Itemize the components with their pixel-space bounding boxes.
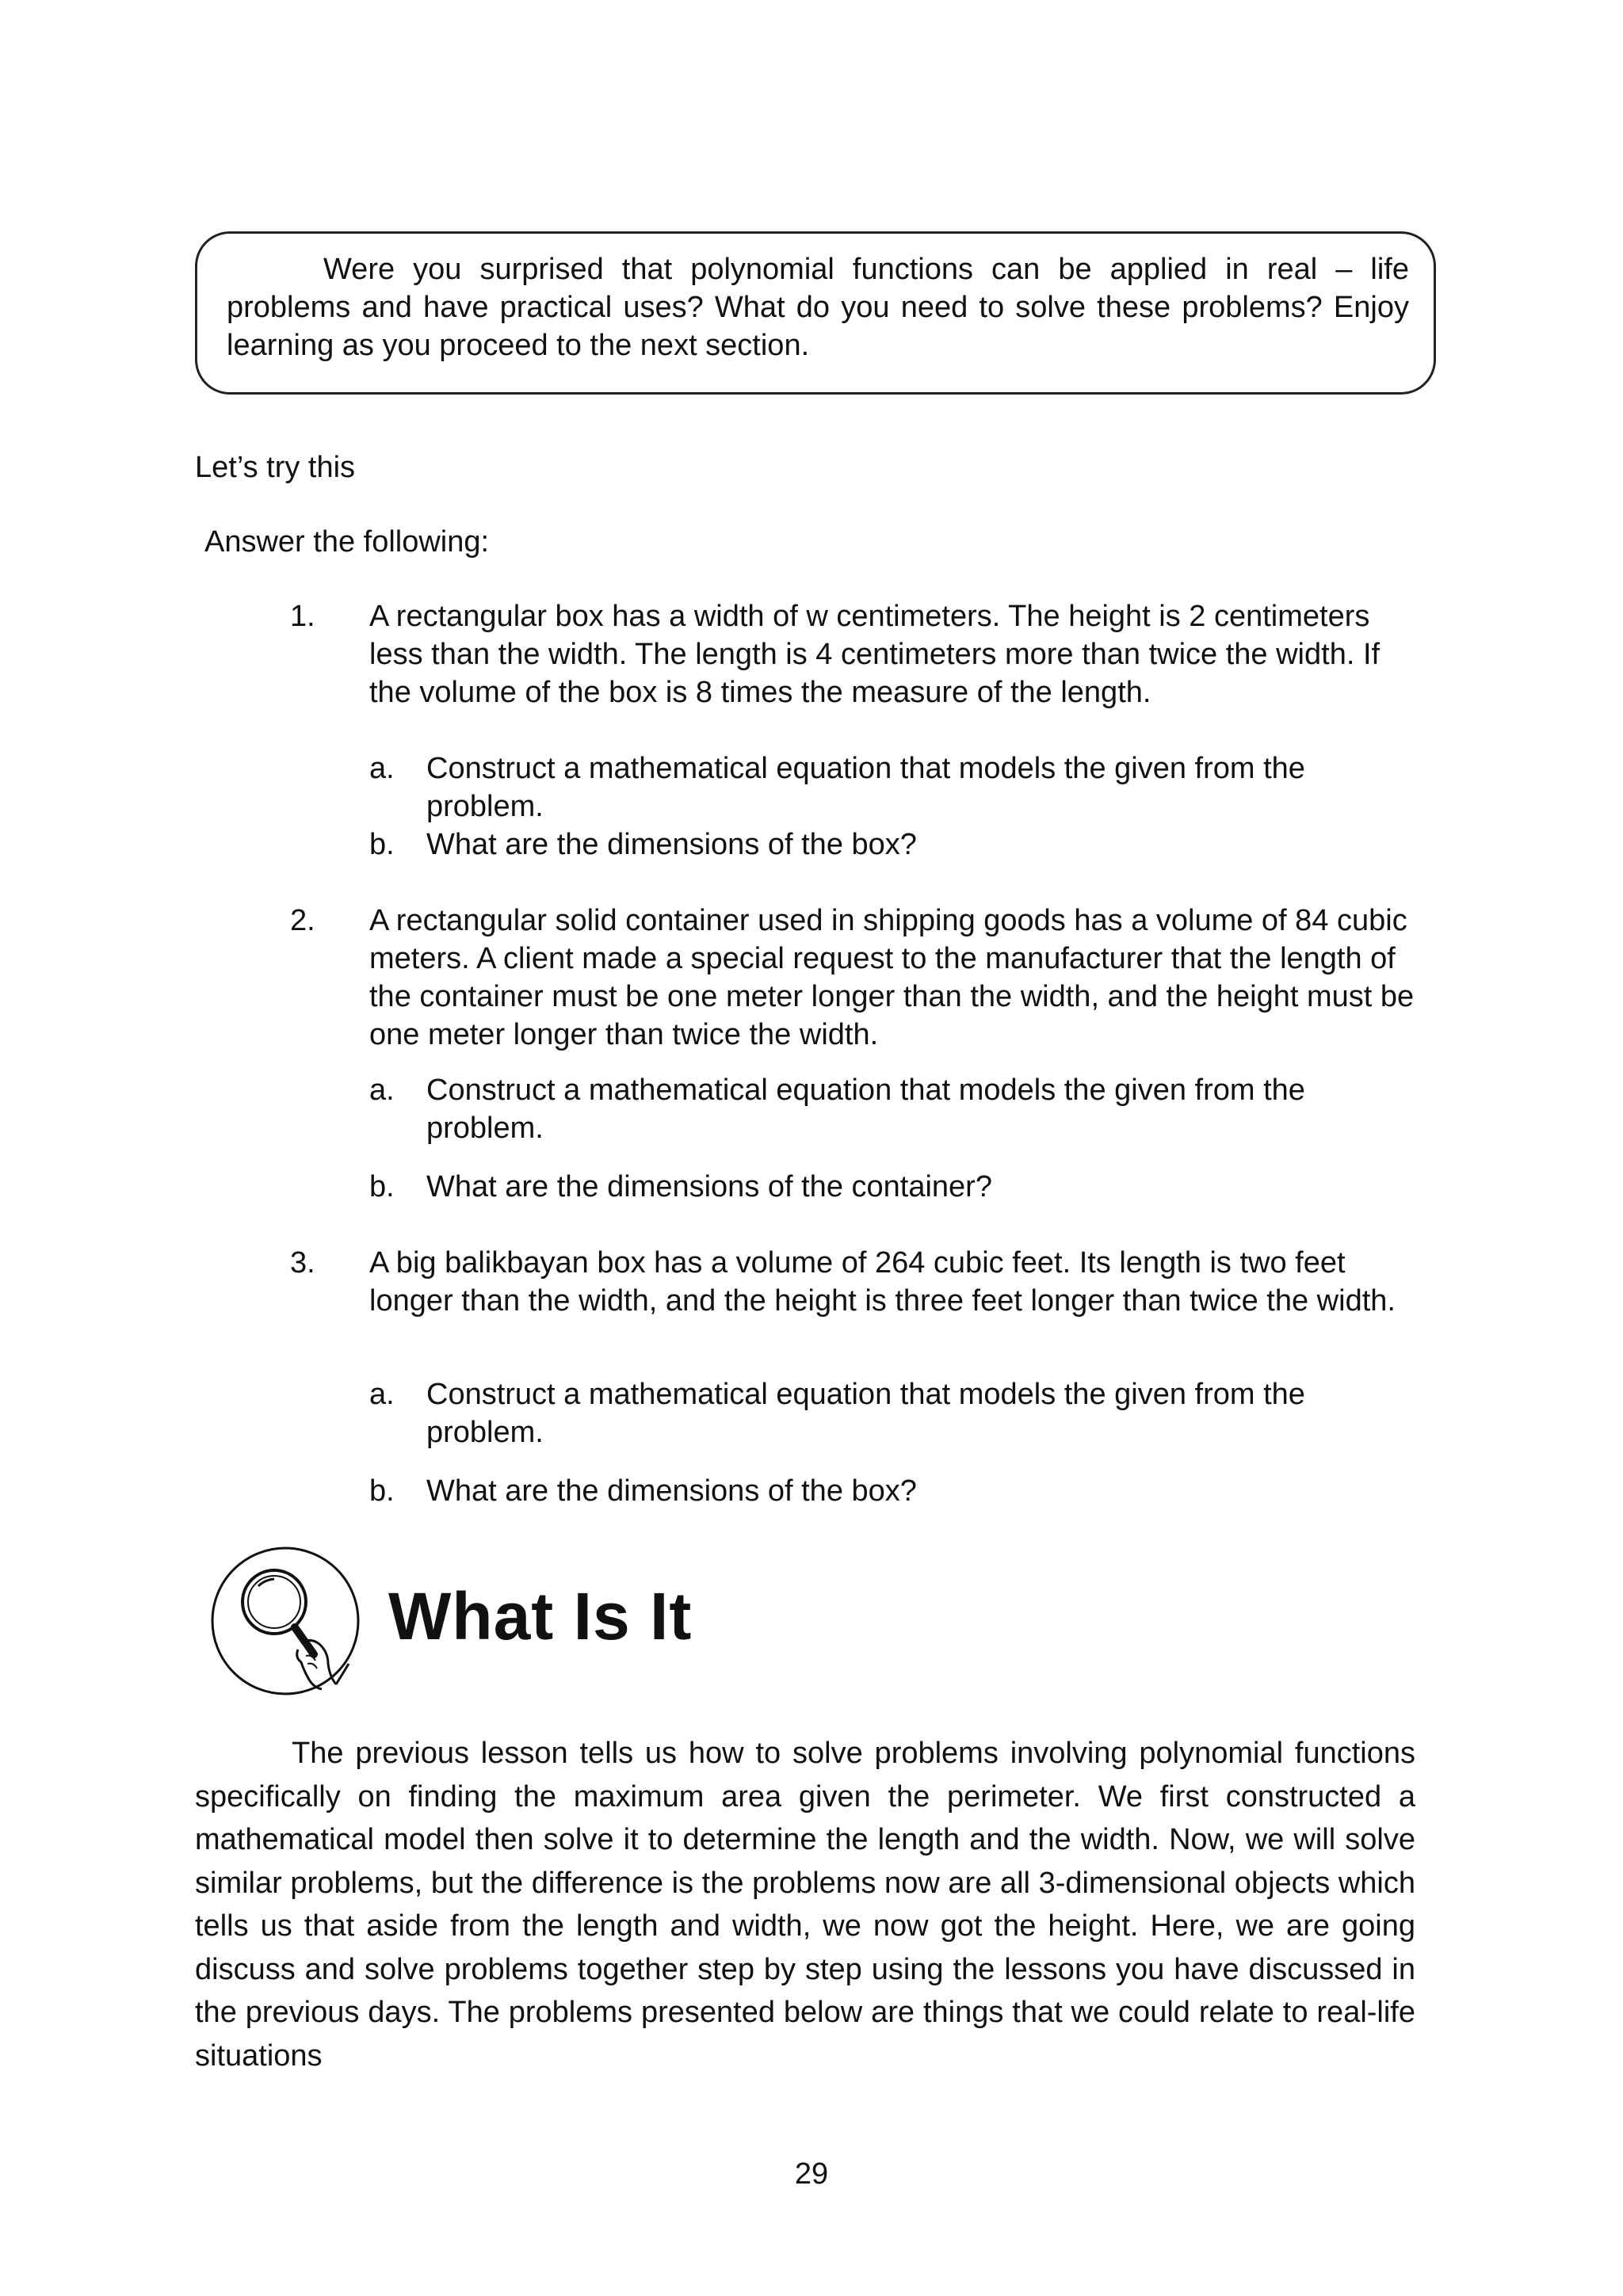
problem-2b-letter: b.: [369, 1170, 395, 1203]
problem-3b-letter: b.: [369, 1474, 395, 1508]
section-title: What Is It: [388, 1579, 693, 1653]
problem-2-number: 2.: [290, 904, 315, 937]
callout-text: Were you surprised that polynomial functions can be applied in real – life problems and have practical uses? What do you need to solve these problems? Enjoy learning as you proceed to the next section.: [227, 253, 1409, 362]
lets-try-this-heading: Let’s try this: [195, 451, 356, 484]
problem-1-number: 1.: [290, 600, 315, 633]
problem-2a-letter: a.: [369, 1074, 395, 1107]
problem-1b-letter: b.: [369, 828, 395, 861]
instruction-text: Answer the following:: [204, 525, 490, 559]
problem-2-text: A rectangular solid container used in shipping goods has a volume of 84 cubic meters. A client made a special request to the manufacturer that the length of the container must be one meter longer than the width, and the height must be one meter longer than twice the width.: [369, 904, 1415, 1051]
section-paragraph: The previous lesson tells us how to solve problems involving polynomial functions specifically on finding the maximum area given the perimeter. We first constructed a mathematical model then solve it to determine the length and the width. Now, we will solve similar problems, but the difference is the problems now are all 3-dimensional objects which tells us that aside from the length and width, we now got the height. Here, we are going discuss and solve problems together step by step using the lessons you have discussed in the previous days. The problems presented below are things that we could relate to real-life situations: [195, 1737, 1415, 2073]
problem-3a-text: Construct a mathematical equation that models the given from the problem.: [426, 1378, 1305, 1449]
problem-1-text: A rectangular box has a width of w centimeters. The height is 2 centimeters less than the width. The length is 4 centimeters more than twice the width. If the volume of the box is 8 times the measure of the length.: [369, 600, 1381, 709]
magnifying-glass-icon: [209, 1545, 361, 1697]
problem-3-number: 3.: [290, 1246, 315, 1280]
problem-2a-text: Construct a mathematical equation that models the given from the problem.: [426, 1074, 1305, 1145]
problem-3b-text: What are the dimensions of the box?: [426, 1474, 917, 1508]
problem-1a-letter: a.: [369, 752, 395, 785]
problem-1b-text: What are the dimensions of the box?: [426, 828, 917, 861]
problem-3a-letter: a.: [369, 1378, 395, 1411]
problem-1a-text: Construct a mathematical equation that models the given from the problem.: [426, 752, 1305, 823]
problem-2b-text: What are the dimensions of the container?: [426, 1170, 992, 1203]
page-number: 29: [794, 2157, 829, 2191]
problem-3-text: A big balikbayan box has a volume of 264 cubic feet. Its length is two feet longer than the width, and the height is three feet longer than twice the width.: [369, 1246, 1396, 1318]
